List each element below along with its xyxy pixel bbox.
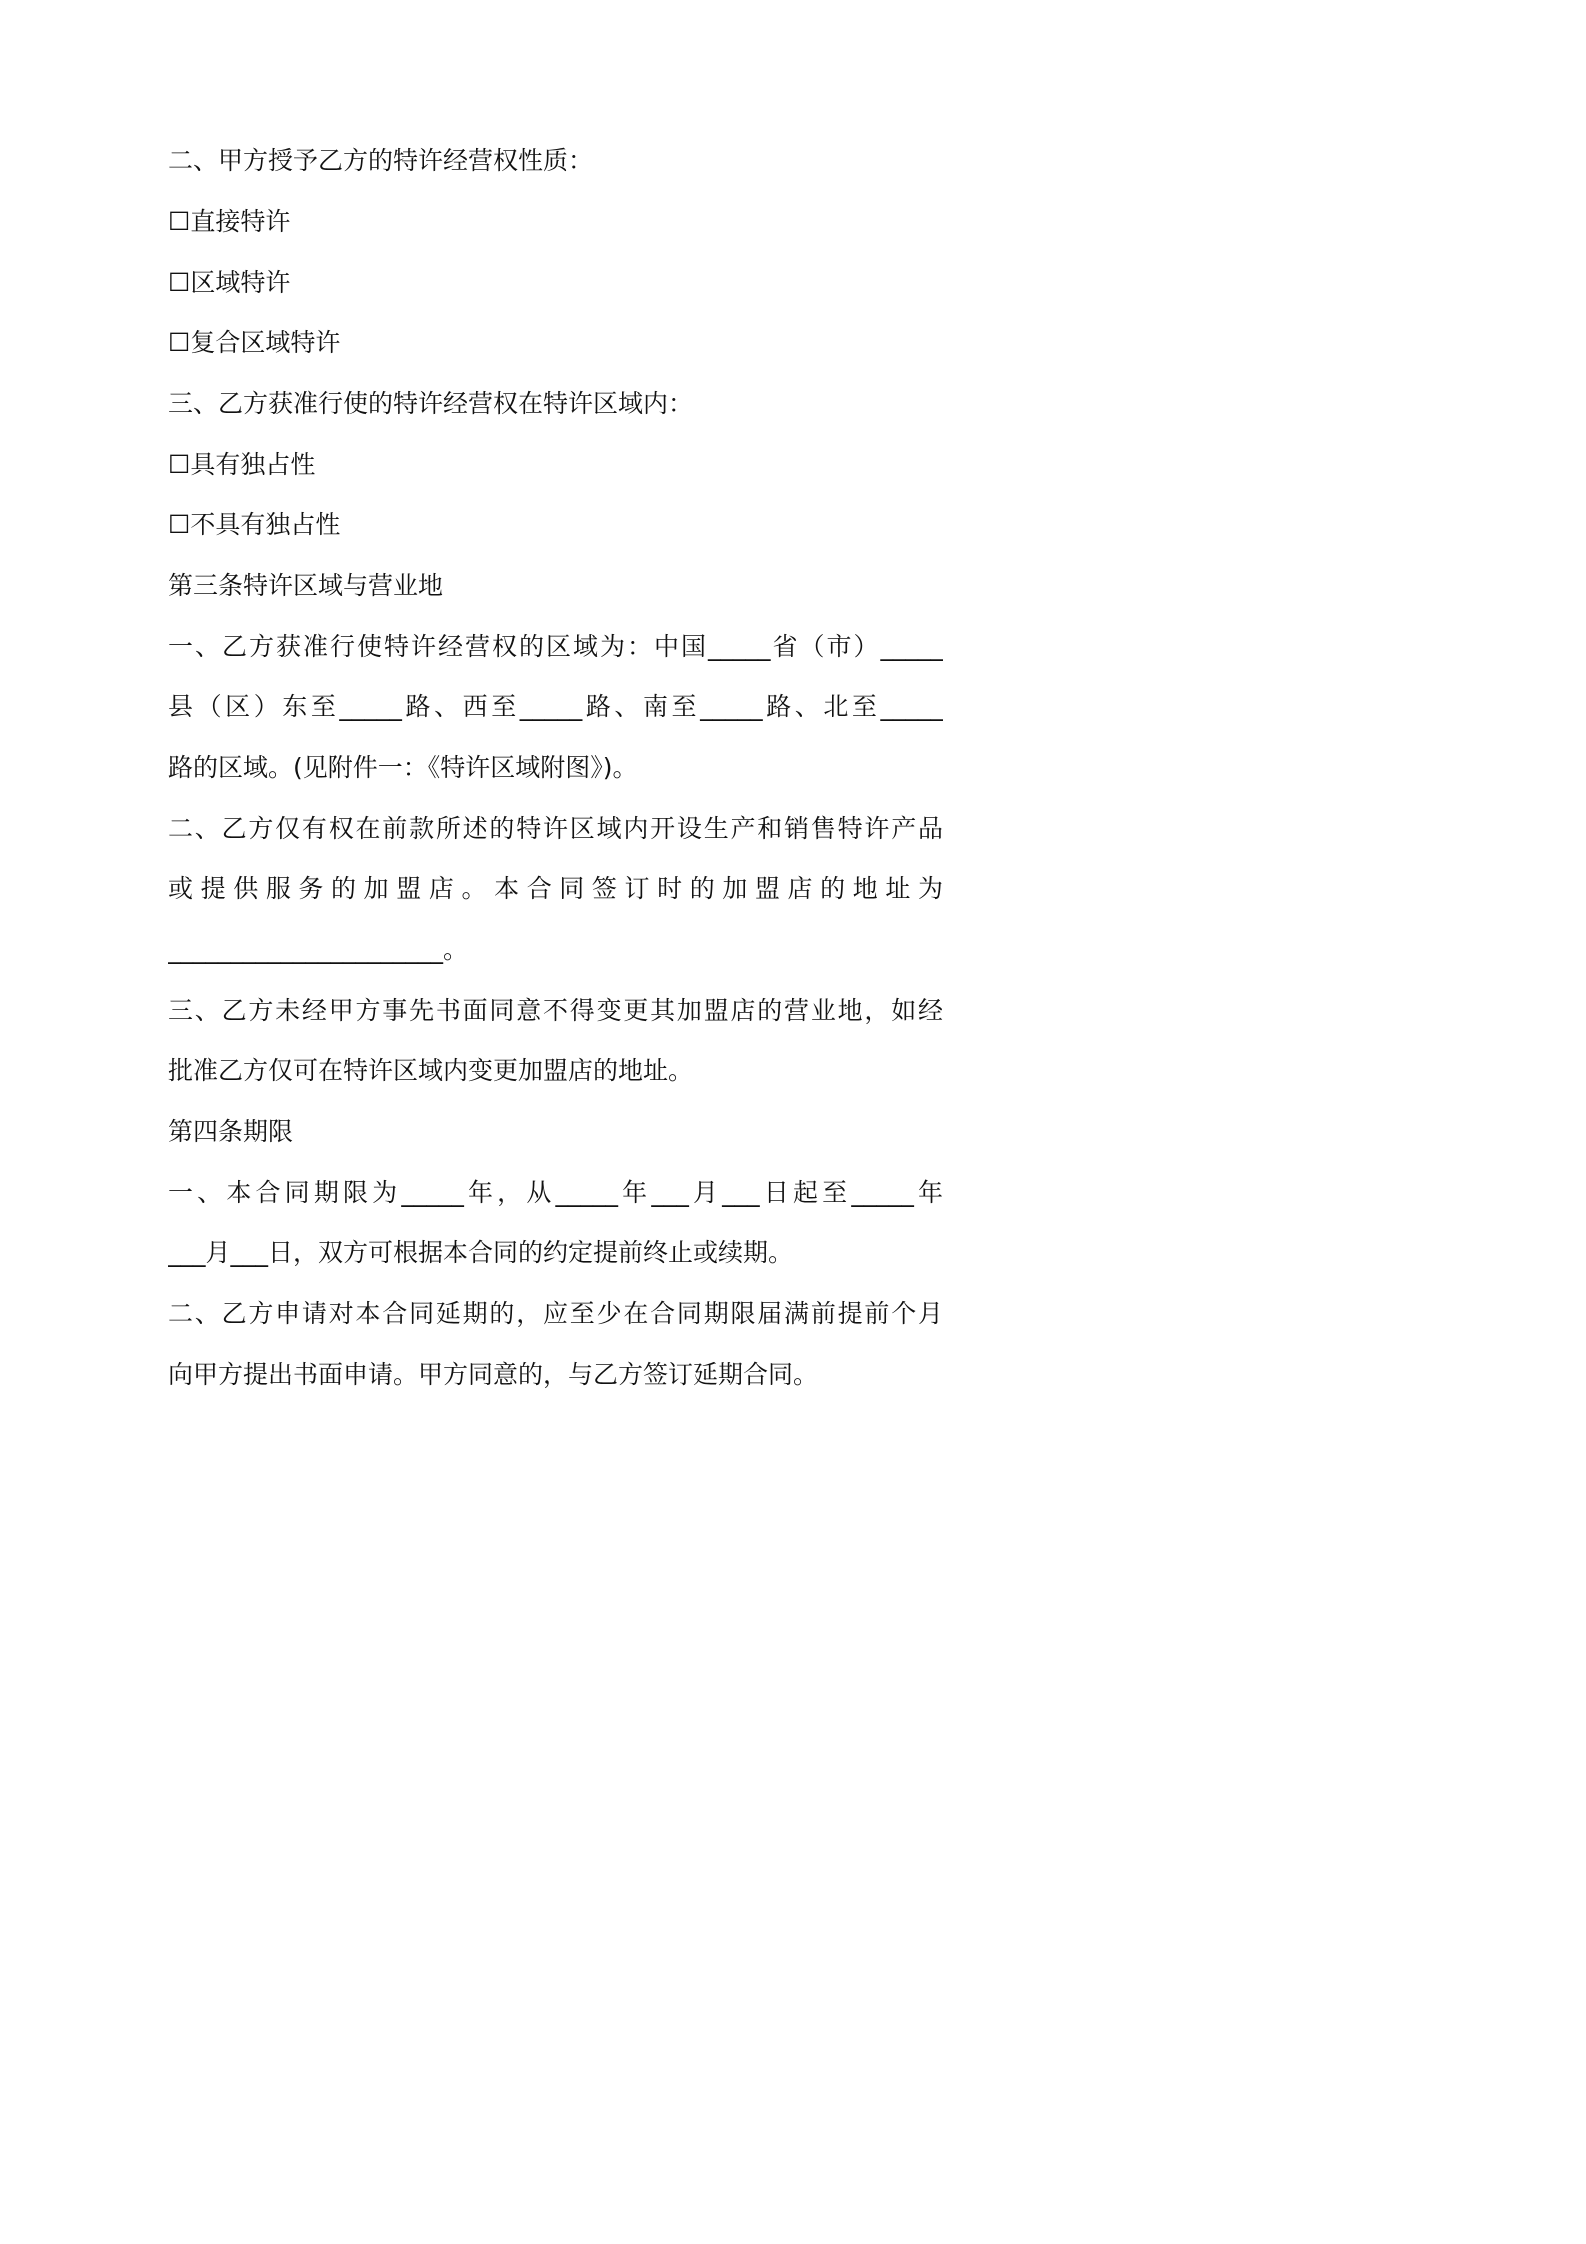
article-3-clause-3-line-2: 批准乙方仅可在特许区域内变更加盟店的地址。 [168, 1056, 694, 1085]
article-4-clause-2-line-2: 向甲方提出书面申请。甲方同意的，与乙方签订延期合同。 [168, 1360, 819, 1389]
option-regional-franchise: ☐区域特许 [168, 268, 291, 297]
article-3-clause-1-line-2: 县（区）东至_____路、西至_____路、南至_____路、北至_____ [168, 692, 943, 721]
article-3-clause-2-line-3: ______________________。 [168, 935, 469, 964]
article-3-clause-1-line-1: 一、乙方获准行使特许经营权的区域为：中国_____省（市）_____ [168, 632, 943, 661]
article-4-title: 第四条期限 [168, 1117, 294, 1146]
option-composite-regional-franchise: ☐复合区域特许 [168, 328, 341, 357]
option-direct-franchise: ☐直接特许 [168, 207, 291, 236]
document-page [0, 0, 1106, 1564]
article-4-clause-1-line-2: ___月___日，双方可根据本合同的约定提前终止或续期。 [168, 1238, 794, 1267]
article-3-clause-2-line-1: 二、乙方仅有权在前款所述的特许区域内开设生产和销售特许产品 [168, 814, 943, 843]
section-3-heading: 三、乙方获准行使的特许经营权在特许区域内： [168, 389, 694, 418]
article-4-clause-2-line-1: 二、乙方申请对本合同延期的，应至少在合同期限届满前提前个月 [168, 1299, 943, 1328]
option-non-exclusive: ☐不具有独占性 [168, 510, 341, 539]
article-3-clause-3-line-1: 三、乙方未经甲方事先书面同意不得变更其加盟店的营业地，如经 [168, 996, 943, 1025]
article-3-clause-2-line-2: 或提供服务的加盟店。本合同签订时的加盟店的地址为 [168, 874, 943, 903]
article-3-title: 第三条特许区域与营业地 [168, 571, 444, 600]
option-exclusive: ☐具有独占性 [168, 450, 316, 479]
article-3-clause-1-line-3: 路的区域。(见附件一：《特许区域附图》)。 [168, 753, 638, 782]
section-2-heading: 二、甲方授予乙方的特许经营权性质： [168, 146, 594, 175]
article-4-clause-1-line-1: 一、本合同期限为_____年，从_____年___月___日起至_____年 [168, 1178, 943, 1207]
